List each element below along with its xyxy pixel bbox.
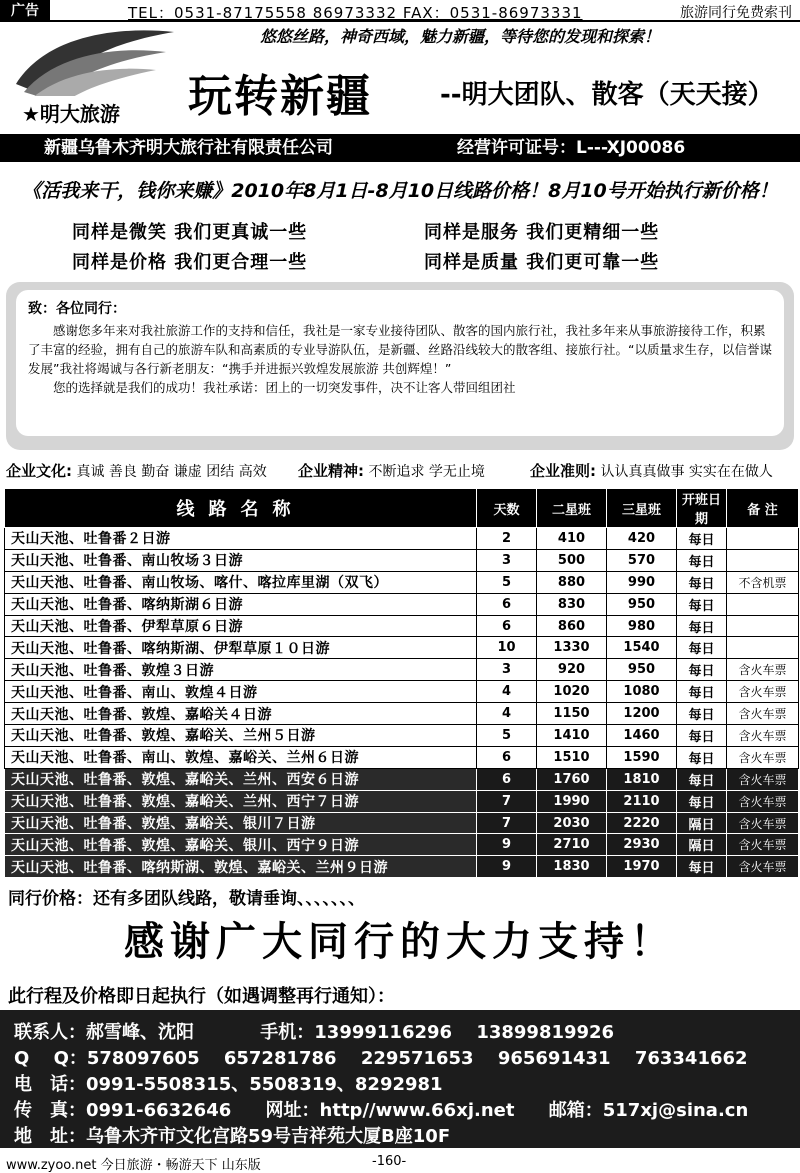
three-star-price-cell: 990	[607, 571, 677, 593]
table-row	[5, 703, 799, 725]
two-star-price-cell: 2710	[537, 834, 607, 856]
table-row	[5, 856, 799, 878]
schedule-cell: 每日	[677, 571, 727, 593]
top-bar	[0, 0, 800, 22]
qq-numbers: 578097605 657281786 229571653 965691431 763341662	[86, 1048, 748, 1069]
footer-source: www.zyoo.net 今日旅游・畅游天下 山东版	[6, 1158, 261, 1173]
culture-key: 企业文化:	[6, 462, 72, 480]
schedule-cell: 每日	[677, 528, 727, 550]
days-cell: 9	[477, 834, 537, 856]
route-name-cell: 天山天池、吐鲁番、南山牧场、喀什、喀拉库里湖（双飞）	[5, 571, 477, 593]
schedule-cell: 每日	[677, 768, 727, 790]
schedule-cell: 每日	[677, 549, 727, 571]
table-row	[5, 768, 799, 790]
note-cell: 含火车票	[727, 746, 799, 768]
table-row	[5, 549, 799, 571]
two-star-price-cell: 1330	[537, 637, 607, 659]
motto-1: 同样是微笑 我们更真诚一些	[72, 222, 308, 243]
contact-row-qq	[14, 1044, 748, 1070]
top-contact: TEL：0531-87175558 86973332 FAX：0531-86973331	[128, 4, 583, 22]
days-cell: 5	[477, 571, 537, 593]
schedule-cell: 每日	[677, 637, 727, 659]
website-link[interactable]: http//www.66xj.net	[319, 1100, 515, 1121]
three-star-price-cell: 1080	[607, 681, 677, 703]
route-name-cell: 天山天池、吐鲁番、喀纳斯湖、敦煌、嘉峪关、兰州９日游	[5, 856, 477, 878]
address-label: 地 址：	[14, 1126, 86, 1147]
route-name-cell: 天山天池、吐鲁番、敦煌、嘉峪关、银川７日游	[5, 812, 477, 834]
page-number: -160-	[372, 1154, 407, 1169]
effective-notice: 此行程及价格即日起执行（如遇调整再行通知）：	[8, 986, 395, 1007]
schedule-cell: 每日	[677, 746, 727, 768]
email-label: 邮箱：	[548, 1100, 603, 1121]
days-cell: 6	[477, 768, 537, 790]
two-star-price-cell: 1020	[537, 681, 607, 703]
fax-label: 传 真：	[14, 1100, 86, 1121]
route-name-cell: 天山天池、吐鲁番、喀纳斯湖６日游	[5, 593, 477, 615]
three-star-price-cell: 570	[607, 549, 677, 571]
spirit-item	[298, 460, 485, 481]
principle-item	[530, 460, 773, 481]
days-cell: 9	[477, 856, 537, 878]
route-name-cell: 天山天池、吐鲁番、敦煌、嘉峪关、银川、西宁９日游	[5, 834, 477, 856]
table-row	[5, 593, 799, 615]
schedule-cell: 每日	[677, 790, 727, 812]
price-table	[4, 488, 799, 878]
letter-paragraph-2: 您的选择就是我们的成功！我社承诺：团上的一切突发事件，决不让客人带回组团社	[53, 380, 516, 395]
two-star-price-cell: 500	[537, 549, 607, 571]
letter-paragraph-1: 感谢您多年来对我社旅游工作的支持和信任，我社是一家专业接待团队、散客的国内旅行社，我社多年来从事旅游接待工作，积累了丰富的经验，拥有自己的旅游车队和高素质的专业导游队伍，是新疆、丝路沿线较大的散客组、接旅行社。“以质量求生存，以信誉谋发展”我社将竭诚与各行新老朋友：“携手并进振兴敦煌发展旅游 共创辉煌！”	[28, 323, 772, 376]
email-link[interactable]: 517xj@sina.cn	[602, 1100, 749, 1121]
letter-box	[6, 282, 794, 450]
website-label: 网址：	[265, 1100, 320, 1121]
three-star-price-cell: 1540	[607, 637, 677, 659]
schedule-cell: 每日	[677, 703, 727, 725]
phone-numbers: 0991-5508315、5508319、8292981	[86, 1074, 443, 1095]
table-row	[5, 637, 799, 659]
schedule-cell: 隔日	[677, 812, 727, 834]
two-star-price-cell: 1990	[537, 790, 607, 812]
two-star-price-cell: 1510	[537, 746, 607, 768]
mobile-label: 手机：	[260, 1022, 315, 1043]
two-star-price-cell: 1150	[537, 703, 607, 725]
two-star-price-cell: 830	[537, 593, 607, 615]
contact-row-fax	[14, 1096, 748, 1122]
company-name: 新疆乌鲁木齐明大旅行社有限责任公司	[44, 138, 333, 158]
peer-price-note: 同行价格：还有多团队线路，敬请垂询、、、、、、、	[8, 889, 365, 909]
days-cell: 6	[477, 615, 537, 637]
three-star-price-cell: 2930	[607, 834, 677, 856]
table-row	[5, 812, 799, 834]
table-row	[5, 659, 799, 681]
motto-4: 同样是质量 我们更可靠一些	[424, 252, 660, 273]
days-cell: 4	[477, 703, 537, 725]
route-name-cell: 天山天池、吐鲁番、敦煌、嘉峪关、兰州５日游	[5, 725, 477, 747]
company-bar	[0, 134, 800, 162]
license-number: 经营许可证号：L---XJ00086	[457, 138, 686, 158]
note-cell	[727, 593, 799, 615]
route-name-cell: 天山天池、吐鲁番、喀纳斯湖、伊犁草原１０日游	[5, 637, 477, 659]
days-cell: 7	[477, 790, 537, 812]
three-star-price-cell: 1460	[607, 725, 677, 747]
thanks-banner: 感谢广大同行的大力支持！	[124, 918, 676, 965]
letter-content	[16, 290, 784, 436]
motto-3: 同样是价格 我们更合理一些	[72, 252, 308, 273]
table-row	[5, 746, 799, 768]
three-star-price-cell: 1970	[607, 856, 677, 878]
slogan: 悠悠丝路，神奇西域，魅力新疆，等待您的发现和探索！	[260, 27, 661, 46]
table-row	[5, 834, 799, 856]
two-star-price-cell: 410	[537, 528, 607, 550]
two-star-price-cell: 880	[537, 571, 607, 593]
note-cell	[727, 528, 799, 550]
route-name-cell: 天山天池、吐鲁番、伊犁草原６日游	[5, 615, 477, 637]
principle-key: 企业准则:	[530, 462, 596, 480]
note-cell: 含火车票	[727, 725, 799, 747]
header	[0, 24, 800, 134]
note-cell: 含火车票	[727, 856, 799, 878]
two-star-price-cell: 2030	[537, 812, 607, 834]
header-route: 线路名称	[5, 489, 477, 528]
route-name-cell: 天山天池、吐鲁番、南山、敦煌、嘉峪关、兰州６日游	[5, 746, 477, 768]
three-star-price-cell: 950	[607, 659, 677, 681]
culture-value: 真诚 善良 勤奋 谦虚 团结 高效	[76, 464, 267, 480]
two-star-price-cell: 1830	[537, 856, 607, 878]
route-name-cell: 天山天池、吐鲁番、敦煌、嘉峪关４日游	[5, 703, 477, 725]
note-cell	[727, 637, 799, 659]
note-cell: 含火车票	[727, 790, 799, 812]
promo-line: 《活我来干，钱你来赚》2010年8月1日-8月10日线路价格！8月10号开始执行新价格！	[22, 180, 778, 202]
schedule-cell: 每日	[677, 615, 727, 637]
culture-item	[6, 460, 267, 481]
page-title: 玩转新疆	[188, 71, 372, 122]
days-cell: 6	[477, 593, 537, 615]
note-cell: 含火车票	[727, 834, 799, 856]
days-cell: 7	[477, 812, 537, 834]
fax-number: 0991-6632646	[86, 1100, 232, 1121]
two-star-price-cell: 920	[537, 659, 607, 681]
note-cell: 含火车票	[727, 768, 799, 790]
contact-person-label: 联系人：	[14, 1022, 86, 1043]
schedule-cell: 每日	[677, 681, 727, 703]
three-star-price-cell: 1810	[607, 768, 677, 790]
three-star-price-cell: 2110	[607, 790, 677, 812]
three-star-price-cell: 1200	[607, 703, 677, 725]
price-table-wrap	[4, 488, 798, 878]
days-cell: 10	[477, 637, 537, 659]
contact-row-person	[14, 1018, 614, 1044]
note-cell	[727, 549, 799, 571]
schedule-cell: 每日	[677, 856, 727, 878]
note-cell: 含火车票	[727, 681, 799, 703]
qq-label: Q Q：	[14, 1048, 87, 1069]
note-cell: 含火车票	[727, 812, 799, 834]
spirit-key: 企业精神:	[298, 462, 364, 480]
two-star-price-cell: 1760	[537, 768, 607, 790]
route-name-cell: 天山天池、吐鲁番、南山牧场３日游	[5, 549, 477, 571]
table-row	[5, 615, 799, 637]
header-two-star: 二星班	[537, 489, 607, 528]
schedule-cell: 每日	[677, 725, 727, 747]
schedule-cell: 每日	[677, 593, 727, 615]
spirit-value: 不断追求 学无止境	[368, 464, 485, 480]
three-star-price-cell: 420	[607, 528, 677, 550]
top-right-note: 旅游同行免费索刊	[680, 5, 792, 21]
contact-row-phone	[14, 1070, 443, 1096]
table-row	[5, 528, 799, 550]
ad-tag: 广告	[0, 0, 50, 22]
three-star-price-cell: 1590	[607, 746, 677, 768]
route-name-cell: 天山天池、吐鲁番、敦煌、嘉峪关、兰州、西安６日游	[5, 768, 477, 790]
three-star-price-cell: 2220	[607, 812, 677, 834]
page-subtitle: --明大团队、散客（天天接）	[440, 80, 774, 110]
header-days: 天数	[477, 489, 537, 528]
table-header-row	[5, 489, 799, 528]
route-name-cell: 天山天池、吐鲁番、敦煌、嘉峪关、兰州、西宁７日游	[5, 790, 477, 812]
days-cell: 3	[477, 659, 537, 681]
note-cell: 含火车票	[727, 659, 799, 681]
days-cell: 5	[477, 725, 537, 747]
note-cell: 不含机票	[727, 571, 799, 593]
mobile-numbers: 13999116296 13899819926	[314, 1022, 615, 1043]
table-row	[5, 571, 799, 593]
principle-value: 认认真真做事 实实在在做人	[600, 464, 773, 480]
days-cell: 2	[477, 528, 537, 550]
route-name-cell: 天山天池、吐鲁番、南山、敦煌４日游	[5, 681, 477, 703]
note-cell	[727, 615, 799, 637]
route-name-cell: 天山天池、吐鲁番、敦煌３日游	[5, 659, 477, 681]
footer	[0, 1152, 800, 1172]
schedule-cell: 每日	[677, 659, 727, 681]
header-schedule: 开班日期	[677, 489, 727, 528]
two-star-price-cell: 860	[537, 615, 607, 637]
table-row	[5, 790, 799, 812]
logo-text: ★明大旅游	[22, 102, 120, 126]
route-name-cell: 天山天池、吐鲁番２日游	[5, 528, 477, 550]
header-note: 备 注	[727, 489, 799, 528]
three-star-price-cell: 950	[607, 593, 677, 615]
days-cell: 6	[477, 746, 537, 768]
table-row	[5, 725, 799, 747]
table-body	[5, 528, 799, 878]
culture-line	[0, 456, 800, 484]
contact-person: 郝雪峰、沈阳	[86, 1022, 194, 1043]
table-row	[5, 681, 799, 703]
phone-label: 电 话：	[14, 1074, 86, 1095]
contact-row-address	[14, 1122, 450, 1148]
three-star-price-cell: 980	[607, 615, 677, 637]
contact-box	[0, 1010, 800, 1148]
schedule-cell: 隔日	[677, 834, 727, 856]
letter-greeting: 致：各位同行：	[28, 301, 126, 317]
two-star-price-cell: 1410	[537, 725, 607, 747]
motto-2: 同样是服务 我们更精细一些	[424, 222, 660, 243]
days-cell: 3	[477, 549, 537, 571]
note-cell: 含火车票	[727, 703, 799, 725]
days-cell: 4	[477, 681, 537, 703]
header-three-star: 三星班	[607, 489, 677, 528]
address: 乌鲁木齐市文化宫路59号吉祥苑大厦B座10F	[86, 1126, 451, 1147]
